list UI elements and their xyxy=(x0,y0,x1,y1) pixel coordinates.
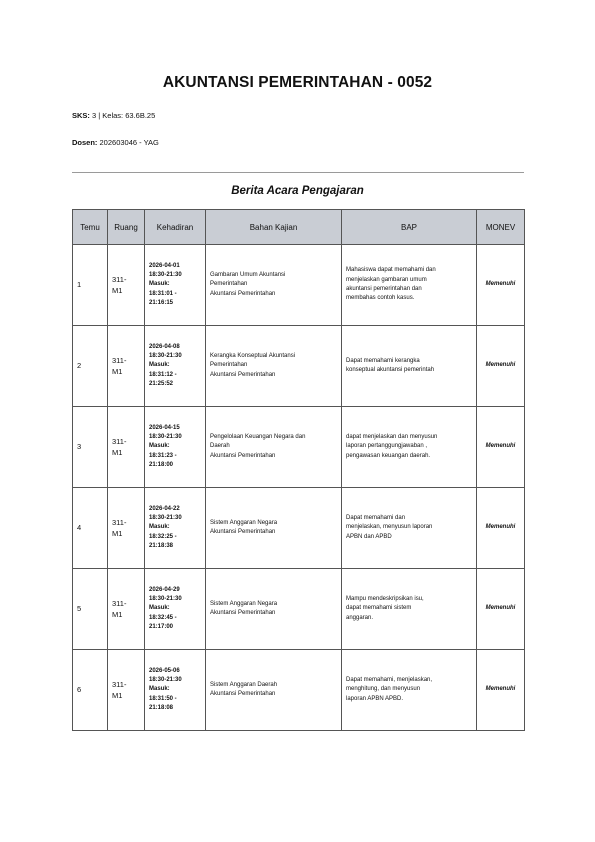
header-bap: BAP xyxy=(342,210,477,245)
cell-monev: Memenuhi xyxy=(477,326,525,407)
cell-ruang: 311- M1 xyxy=(108,488,145,569)
meta-sks-value: 3 | Kelas: 63.6B.25 xyxy=(89,111,156,120)
header-monev: MONEV xyxy=(477,210,525,245)
cell-ruang: 311- M1 xyxy=(108,245,145,326)
cell-bap: Dapat memahami kerangka konseptual akuntansi pemerintah xyxy=(342,326,477,407)
lecturer-meta-line xyxy=(72,138,159,147)
cell-bahan-kajian: Pengelolaan Keuangan Negara dan Daerah Akuntansi Pemerintahan xyxy=(206,407,342,488)
table-row xyxy=(73,326,525,407)
cell-kehadiran: 2026-04-01 18:30-21:30 Masuk: 18:31:01 - 21:16:15 xyxy=(145,245,206,326)
course-meta-line xyxy=(72,111,155,120)
section-title: Berita Acara Pengajaran xyxy=(231,185,364,197)
cell-temu: 3 xyxy=(73,407,108,488)
cell-monev: Memenuhi xyxy=(477,407,525,488)
cell-bahan-kajian: Sistem Anggaran Negara Akuntansi Pemerintahan xyxy=(206,569,342,650)
cell-bap: Dapat memahami dan menjelaskan, menyusun laporan APBN dan APBD xyxy=(342,488,477,569)
cell-bahan-kajian: Gambaran Umum Akuntansi Pemerintahan Akuntansi Pemerintahan xyxy=(206,245,342,326)
table-row xyxy=(73,488,525,569)
cell-ruang: 311- M1 xyxy=(108,650,145,731)
cell-kehadiran: 2026-05-06 18:30-21:30 Masuk: 18:31:50 - 21:18:08 xyxy=(145,650,206,731)
cell-temu: 5 xyxy=(73,569,108,650)
table-row xyxy=(73,569,525,650)
table-row xyxy=(73,245,525,326)
meta-sks-label: SKS: xyxy=(72,111,90,120)
header-ruang: Ruang xyxy=(108,210,145,245)
cell-temu: 1 xyxy=(73,245,108,326)
cell-monev: Memenuhi xyxy=(477,569,525,650)
meta-dosen-value: 202603046 - YAG xyxy=(97,138,159,147)
table-header-row xyxy=(73,210,525,245)
cell-kehadiran: 2026-04-08 18:30-21:30 Masuk: 18:31:12 - 21:25:52 xyxy=(145,326,206,407)
cell-bap: Mahasiswa dapat memahami dan menjelaskan gambaran umum akuntansi pemerintahan dan membahas contoh kasus. xyxy=(342,245,477,326)
cell-monev: Memenuhi xyxy=(477,245,525,326)
table-row xyxy=(73,650,525,731)
cell-monev: Memenuhi xyxy=(477,650,525,731)
cell-bap: dapat menjelaskan dan menyusun laporan pertanggungjawaban , pengawasan keuangan daerah. xyxy=(342,407,477,488)
cell-kehadiran: 2026-04-29 18:30-21:30 Masuk: 18:32:45 - 21:17:00 xyxy=(145,569,206,650)
cell-temu: 2 xyxy=(73,326,108,407)
cell-ruang: 311- M1 xyxy=(108,326,145,407)
divider xyxy=(72,172,524,173)
cell-bahan-kajian: Sistem Anggaran Daerah Akuntansi Pemerintahan xyxy=(206,650,342,731)
document-title: AKUNTANSI PEMERINTAHAN - 0052 xyxy=(162,74,433,91)
cell-ruang: 311- M1 xyxy=(108,407,145,488)
cell-ruang: 311- M1 xyxy=(108,569,145,650)
meta-dosen-label: Dosen: xyxy=(72,138,98,147)
header-temu: Temu xyxy=(73,210,108,245)
cell-bap: Mampu mendeskripsikan isu, dapat memahami sistem anggaran. xyxy=(342,569,477,650)
header-kehadiran: Kehadiran xyxy=(145,210,206,245)
cell-bahan-kajian: Sistem Anggaran Negara Akuntansi Pemerintahan xyxy=(206,488,342,569)
table-row xyxy=(73,407,525,488)
cell-monev: Memenuhi xyxy=(477,488,525,569)
cell-bahan-kajian: Kerangka Konseptual Akuntansi Pemerintahan Akuntansi Pemerintahan xyxy=(206,326,342,407)
cell-temu: 6 xyxy=(73,650,108,731)
header-bahan-kajian: Bahan Kajian xyxy=(206,210,342,245)
cell-temu: 4 xyxy=(73,488,108,569)
cell-bap: Dapat memahami, menjelaskan, menghitung, dan menyusun laporan APBN APBD. xyxy=(342,650,477,731)
teaching-report-table xyxy=(72,209,525,731)
cell-kehadiran: 2026-04-22 18:30-21:30 Masuk: 18:32:25 - 21:18:38 xyxy=(145,488,206,569)
cell-kehadiran: 2026-04-15 18:30-21:30 Masuk: 18:31:23 - 21:18:00 xyxy=(145,407,206,488)
